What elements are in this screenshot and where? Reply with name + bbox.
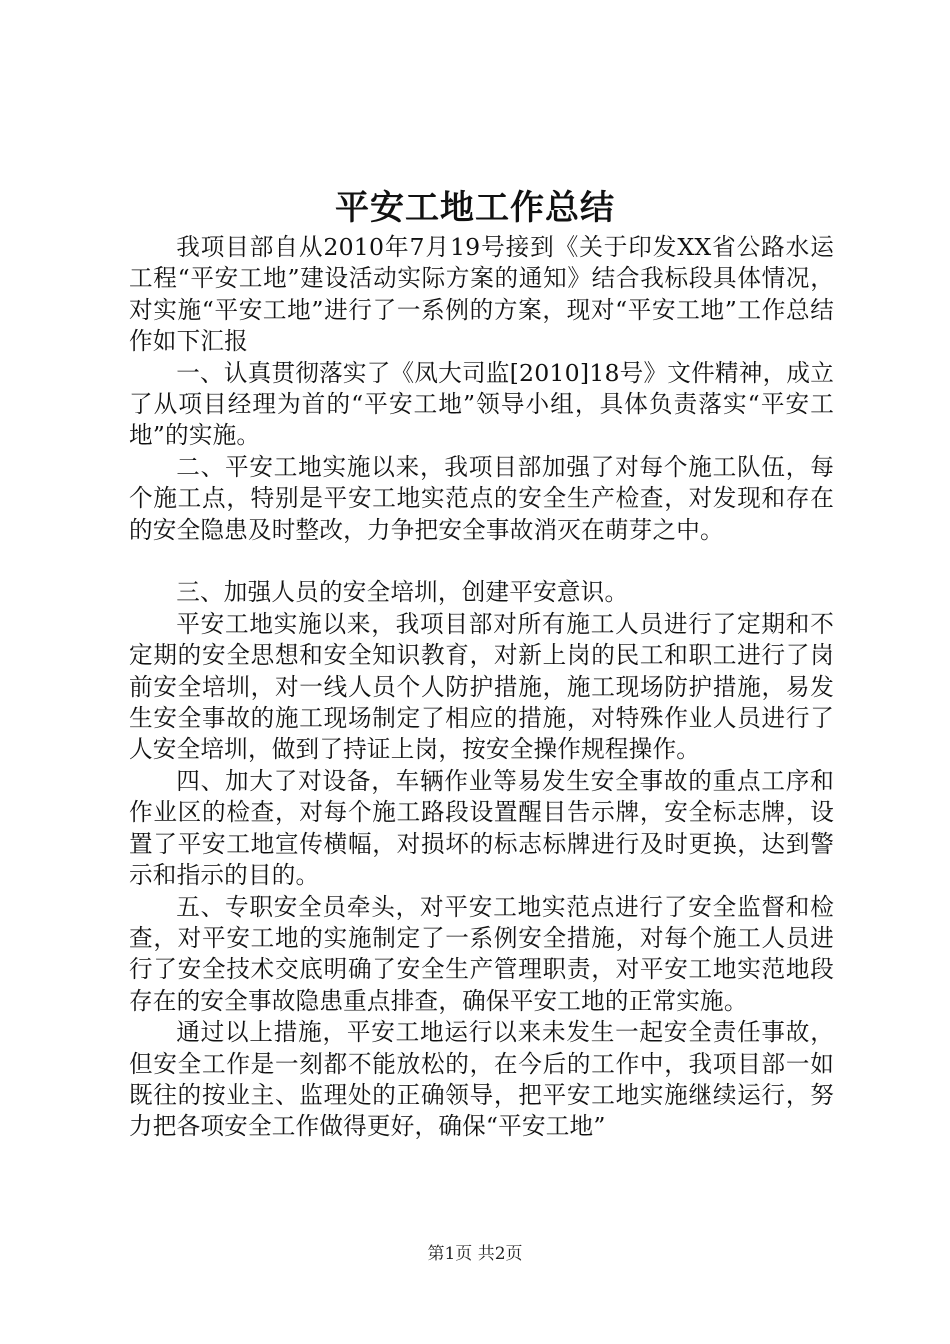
paragraph-section-4: 四、加大了对设备，车辆作业等易发生安全事故的重点工序和作业区的检查，对每个施工路段设置醒目告示牌，安全标志牌，设置了平安工地宣传横幅，对损坏的标志标牌进行及时更换，达到警示和指示的目的。 <box>129 766 834 890</box>
paragraph-intro: 我项目部自从2010年7月19号接到《关于印发XX省公路水运工程“平安工地”建设活动实际方案的通知》结合我标段具体情况，对实施“平安工地”进行了一系例的方案，现对“平安工地”工作总结作如下汇报 <box>129 233 834 356</box>
paragraph-spacer <box>129 546 834 577</box>
paragraph-section-1: 一、认真贯彻落实了《凤大司监[2010]18号》文件精神，成立了从项目经理为首的“平安工地”领导小组，具体负责落实“平安工地”的实施。 <box>129 358 834 450</box>
document-title: 平安工地工作总结 <box>335 188 615 228</box>
paragraph-section-3-heading: 三、加强人员的安全培圳，创建平安意识。 <box>176 578 629 607</box>
document-body <box>129 232 834 1143</box>
paragraph-section-2: 二、平安工地实施以来，我项目部加强了对每个施工队伍，每个施工点，特别是平安工地实范点的安全生产检查，对发现和存在的安全隐患及时整改，力争把安全事故消灭在萌芽之中。 <box>129 452 834 544</box>
paragraph-section-3-body: 平安工地实施以来，我项目部对所有施工人员进行了定期和不定期的安全思想和安全知识教育，对新上岗的民工和职工进行了岗前安全培圳，对一线人员个人防护措施，施工现场防护措施，易发生安全事故的施工现场制定了相应的措施，对特殊作业人员进行了人安全培圳，做到了持证上岗，按安全操作规程操作。 <box>129 609 834 764</box>
paragraph-conclusion: 通过以上措施，平安工地运行以来未发生一起安全责任事故，但安全工作是一刻都不能放松的，在今后的工作中，我项目部一如既往的按业主、监理处的正确领导，把平安工地实施继续运行，努力把各项安全工作做得更好，确保“平安工地” <box>129 1018 834 1141</box>
paragraph-section-5: 五、专职安全员牵头，对平安工地实范点进行了安全监督和检查，对平安工地的实施制定了一系例安全措施，对每个施工人员进行了安全技术交底明确了安全生产管理职责，对平安工地实范地段存在的安全事故隐患重点排查，确保平安工地的正常实施。 <box>129 892 834 1015</box>
page-footer: 第1页 共2页 <box>427 1244 523 1264</box>
